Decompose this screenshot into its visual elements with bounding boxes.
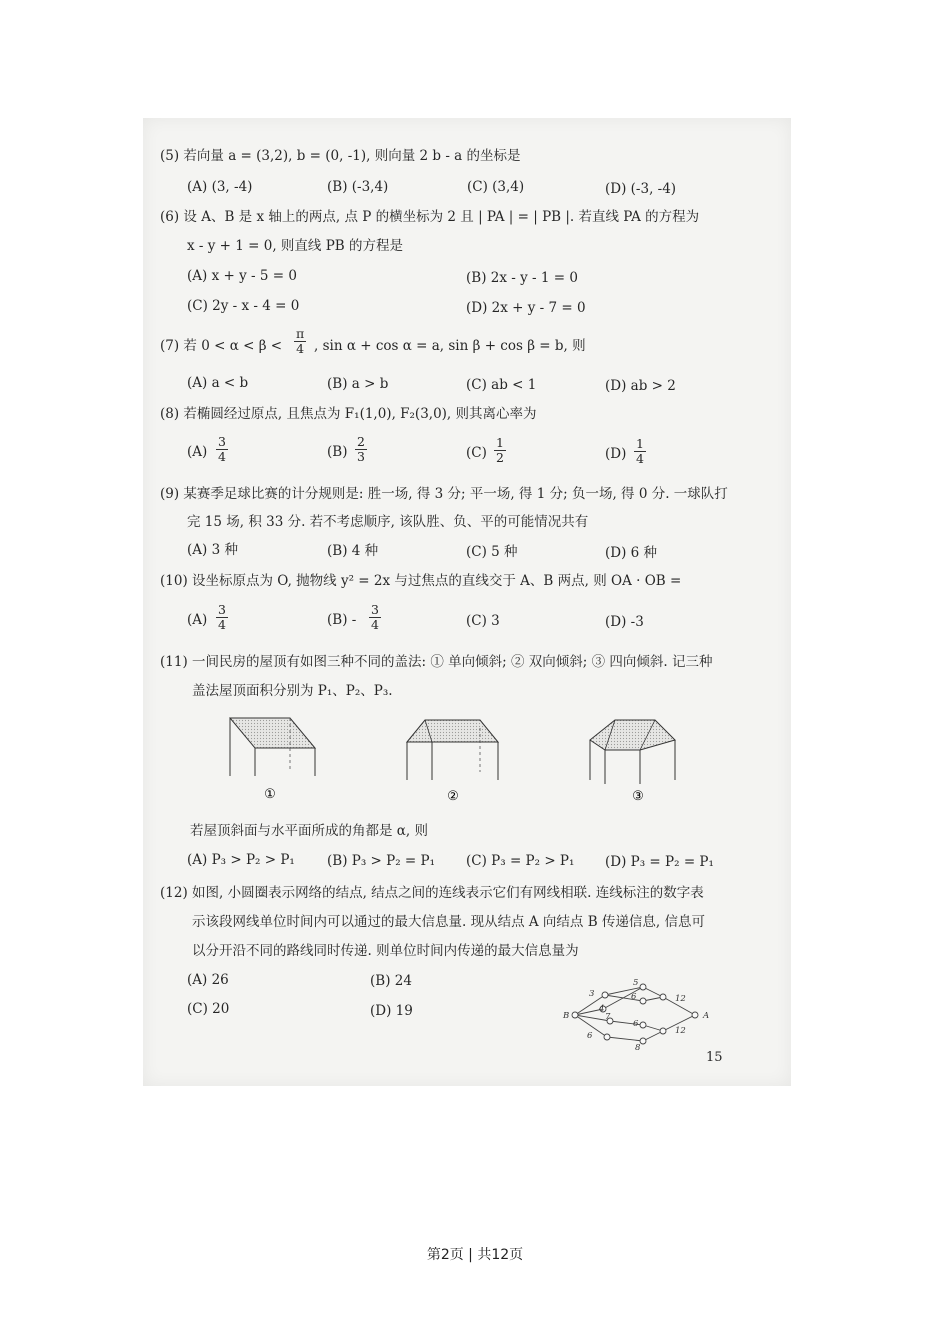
q12-stem-line1: (12) 如图, 小圆圈表示网络的结点, 结点之间的连线表示它们有网线相联. 连线标注的数字表 <box>160 885 704 901</box>
q12-option-a: (A) 26 <box>187 972 229 988</box>
q7-option-a: (A) a < b <box>187 375 249 391</box>
roof-figures <box>220 710 680 810</box>
q10-option-d: (D) -3 <box>605 614 644 630</box>
q10-option-c: (C) 3 <box>466 613 500 629</box>
q11-option-d: (D) P₃ = P₂ = P₁ <box>605 854 714 870</box>
edge-label-6: 7 <box>605 1012 611 1022</box>
q8-b-num: 2 <box>357 434 365 449</box>
q12-option-d: (D) 19 <box>370 1003 413 1019</box>
q7-frac-num: π <box>296 326 305 341</box>
roof-1-single-slope <box>230 718 315 776</box>
q11-condition: 若屋顶斜面与水平面所成的角都是 α, 则 <box>190 823 428 839</box>
q7-stem-pre: (7) 若 0 < α < β < <box>160 338 283 354</box>
edge-label-9: 6 <box>587 1031 593 1041</box>
q10-option-a-fraction <box>216 603 228 632</box>
network-node-a: A <box>703 1011 710 1021</box>
q8-option-d-fraction <box>634 437 646 466</box>
q11-stem-line2: 盖法屋顶面积分别为 P₁、P₂、P₃. <box>192 683 393 699</box>
q6-option-b: (B) 2x - y - 1 = 0 <box>466 270 578 286</box>
q9-stem-line1: (9) 某赛季足球比赛的计分规则是: 胜一场, 得 3 分; 平一场, 得 1 分; 负一场, 得 0 分. 一球队打 <box>160 486 728 502</box>
q8-option-a-label: (A) <box>187 444 208 460</box>
q10-a-num: 3 <box>218 602 226 617</box>
q8-option-b-label: (B) <box>327 444 348 460</box>
edge-label-2: 5 <box>633 978 639 988</box>
q9-option-b: (B) 4 种 <box>327 543 379 559</box>
q7-option-d: (D) ab > 2 <box>605 378 676 394</box>
q8-a-num: 3 <box>218 434 226 449</box>
q12-option-b: (B) 24 <box>370 973 412 989</box>
edge-label-4: 6 <box>631 992 637 1002</box>
q7-frac-den: 4 <box>296 341 305 356</box>
edge-label-3: 4 <box>599 1004 605 1014</box>
q5-option-d: (D) (-3, -4) <box>605 181 677 197</box>
q9-stem-line2: 完 15 场, 积 33 分. 若不考虑顺序, 该队胜、负、平的可能情况共有 <box>187 514 589 530</box>
edge-label-5: 12 <box>675 994 686 1004</box>
q10-b-num: 3 <box>371 602 379 617</box>
q8-d-num: 1 <box>636 436 644 451</box>
q8-option-d-label: (D) <box>605 446 627 462</box>
edge-label-10: 8 <box>635 1043 641 1053</box>
roof-caption-1: ① <box>264 787 276 802</box>
roof-2-double-slope <box>407 720 498 780</box>
roof-caption-3: ③ <box>632 789 644 804</box>
q8-stem: (8) 若椭圆经过原点, 且焦点为 F₁(1,0), F₂(3,0), 则其离心率为 <box>160 406 537 422</box>
q11-option-b: (B) P₃ > P₂ = P₁ <box>327 853 436 869</box>
q5-option-c: (C) (3,4) <box>467 179 525 195</box>
q10-stem: (10) 设坐标原点为 O, 抛物线 y² = 2x 与过焦点的直线交于 A、B 两点, 则 OA · OB = <box>160 573 682 589</box>
page-footer: 第2页 | 共12页 <box>426 1247 524 1263</box>
q8-d-den: 4 <box>636 451 644 466</box>
q6-option-d: (D) 2x + y - 7 = 0 <box>466 300 586 316</box>
scanned-page <box>143 118 791 1086</box>
q8-option-b-fraction <box>355 435 367 464</box>
q10-option-b-fraction <box>369 603 381 632</box>
q9-option-c: (C) 5 种 <box>466 544 518 560</box>
q8-option-c-fraction <box>494 436 506 465</box>
q7-stem-post: , sin α + cos α = a, sin β + cos β = b, 则 <box>314 338 586 354</box>
q12-stem-line3: 以分开沿不同的路线同时传递. 则单位时间内传递的最大信息量为 <box>192 943 579 959</box>
q8-option-c-label: (C) <box>466 445 487 461</box>
edge-label-7: 6 <box>633 1019 639 1029</box>
network-diagram <box>555 975 725 1055</box>
q6-option-c: (C) 2y - x - 4 = 0 <box>187 298 300 314</box>
q9-option-d: (D) 6 种 <box>605 545 658 561</box>
edge-label-8: 12 <box>675 1026 686 1036</box>
q7-option-b: (B) a > b <box>327 376 389 392</box>
q7-option-c: (C) ab < 1 <box>466 377 537 393</box>
q6-stem-line2: x - y + 1 = 0, 则直线 PB 的方程是 <box>187 238 404 254</box>
q10-option-b-label: (B) - <box>327 612 357 628</box>
roof-caption-2: ② <box>447 789 459 804</box>
q6-stem-line1: (6) 设 A、B 是 x 轴上的两点, 点 P 的横坐标为 2 且 | PA | = | PB |. 若直线 PA 的方程为 <box>160 209 700 225</box>
edge-label-1: 3 <box>589 989 595 999</box>
roof-3-four-slopes <box>590 720 675 784</box>
q10-a-den: 4 <box>218 617 226 632</box>
q11-stem-line1: (11) 一间民房的屋顶有如图三种不同的盖法: ① 单向倾斜; ② 双向倾斜; ③ 四向倾斜. 记三种 <box>160 654 713 670</box>
q10-option-a-label: (A) <box>187 612 208 628</box>
q8-b-den: 3 <box>357 449 365 464</box>
network-node-b: B <box>563 1011 570 1021</box>
q10-b-den: 4 <box>371 617 379 632</box>
q6-option-a: (A) x + y - 5 = 0 <box>187 268 297 284</box>
q11-option-a: (A) P₃ > P₂ > P₁ <box>187 852 295 868</box>
q8-c-num: 1 <box>496 435 504 450</box>
q5-stem: (5) 若向量 a = (3,2), b = (0, -1), 则向量 2 b - a 的坐标是 <box>160 148 521 164</box>
q5-option-b: (B) (-3,4) <box>327 179 389 195</box>
q8-a-den: 4 <box>218 449 226 464</box>
q12-stem-line2: 示该段网线单位时间内可以通过的最大信息量. 现从结点 A 向结点 B 传递信息, 信息可 <box>192 914 705 930</box>
scan-page-number: 15 <box>706 1050 723 1065</box>
q11-option-c: (C) P₃ = P₂ > P₁ <box>466 853 575 869</box>
q8-c-den: 2 <box>496 450 504 465</box>
q5-option-a: (A) (3, -4) <box>187 179 253 195</box>
q7-pi-over-4 <box>294 327 306 356</box>
q12-option-c: (C) 20 <box>187 1001 230 1017</box>
q9-option-a: (A) 3 种 <box>187 542 238 558</box>
q8-option-a-fraction <box>216 435 228 464</box>
